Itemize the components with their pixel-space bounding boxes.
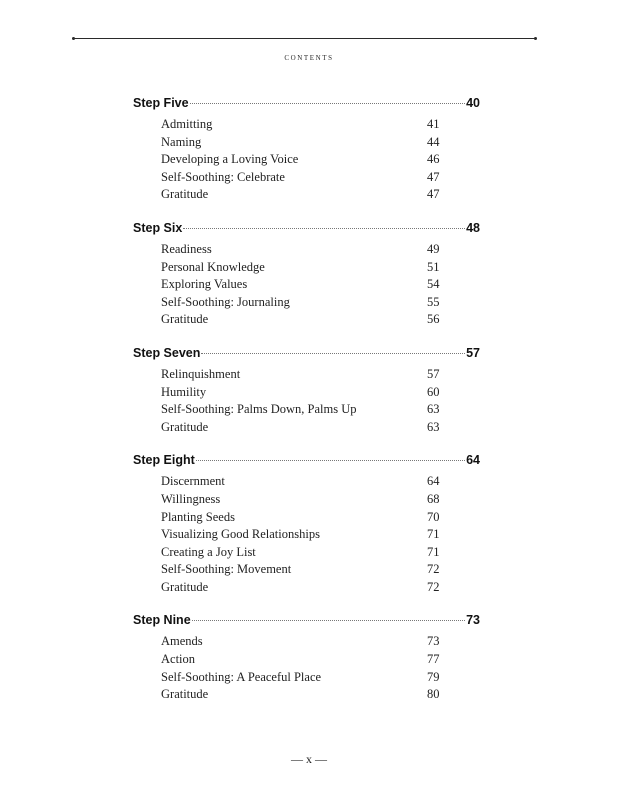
toc-entry[interactable] xyxy=(133,242,480,260)
table-of-contents xyxy=(133,96,480,721)
toc-entry[interactable] xyxy=(133,687,480,705)
entry-page-number: 71 xyxy=(427,527,440,542)
toc-entry[interactable] xyxy=(133,152,480,170)
toc-entry[interactable] xyxy=(133,580,480,598)
entry-page-number: 79 xyxy=(427,669,440,684)
entry-title: Creating a Joy List xyxy=(161,544,256,559)
entry-page-number: 44 xyxy=(427,134,440,149)
step-heading[interactable] xyxy=(133,96,480,116)
entry-page-number: 63 xyxy=(427,402,440,417)
entry-page-number: 47 xyxy=(427,187,440,202)
entry-title: Self-Soothing: Palms Down, Palms Up xyxy=(161,402,357,417)
entry-title: Personal Knowledge xyxy=(161,259,265,274)
entry-title: Humility xyxy=(161,384,207,399)
dot-leader xyxy=(201,353,465,354)
step-page-number: 64 xyxy=(466,453,480,468)
toc-section-step-nine xyxy=(133,613,480,704)
entry-title: Self-Soothing: Movement xyxy=(161,562,292,577)
toc-entry[interactable] xyxy=(133,510,480,528)
entry-title: Exploring Values xyxy=(161,277,248,292)
toc-entry[interactable] xyxy=(133,652,480,670)
entry-title: Self-Soothing: A Peaceful Place xyxy=(161,669,322,684)
toc-entry[interactable] xyxy=(133,527,480,545)
dot-leader xyxy=(192,620,465,621)
entry-title: Gratitude xyxy=(161,419,209,434)
entry-page-number: 73 xyxy=(427,634,440,649)
step-heading[interactable] xyxy=(133,221,480,241)
entry-title: Gratitude xyxy=(161,187,209,202)
entry-page-number: 80 xyxy=(427,687,440,702)
entry-title: Action xyxy=(161,652,196,667)
entry-page-number: 46 xyxy=(427,152,440,167)
entry-page-number: 72 xyxy=(427,562,440,577)
entry-page-number: 64 xyxy=(427,474,440,489)
toc-entry[interactable] xyxy=(133,492,480,510)
toc-entry[interactable] xyxy=(133,634,480,652)
entry-title: Naming xyxy=(161,134,202,149)
entry-page-number: 49 xyxy=(427,241,440,256)
page-number-footer: — x — xyxy=(291,752,327,766)
dot-leader xyxy=(190,103,466,104)
entry-title: Admitting xyxy=(161,117,213,131)
toc-entry[interactable] xyxy=(133,367,480,385)
entry-title: Visualizing Good Relationships xyxy=(161,527,320,542)
entry-page-number: 63 xyxy=(427,419,440,434)
toc-entry[interactable] xyxy=(133,670,480,688)
entry-title: Relinquishment xyxy=(161,366,241,381)
entry-title: Gratitude xyxy=(161,687,209,702)
page-heading: contents xyxy=(284,52,334,63)
step-page-number: 48 xyxy=(466,220,480,235)
toc-entry[interactable] xyxy=(133,312,480,330)
entry-page-number: 71 xyxy=(427,544,440,559)
entry-title: Discernment xyxy=(161,474,225,489)
toc-entry[interactable] xyxy=(133,385,480,403)
entry-title: Planting Seeds xyxy=(161,509,235,524)
entry-title: Readiness xyxy=(161,241,212,256)
entry-page-number: 47 xyxy=(427,169,440,184)
toc-entry[interactable] xyxy=(133,260,480,278)
step-title: Step Eight xyxy=(133,453,195,468)
entry-page-number: 51 xyxy=(427,259,440,274)
step-page-number: 73 xyxy=(466,613,480,628)
entry-page-number: 77 xyxy=(427,652,440,667)
toc-section-step-seven xyxy=(133,346,480,437)
step-title: Step Six xyxy=(133,220,183,235)
dot-leader xyxy=(196,460,465,461)
toc-section-step-six xyxy=(133,221,480,330)
entry-page-number: 54 xyxy=(427,277,440,292)
toc-entry[interactable] xyxy=(133,187,480,205)
step-title: Step Five xyxy=(133,96,189,110)
entry-title: Amends xyxy=(161,634,203,649)
top-rule xyxy=(73,38,536,39)
toc-entry[interactable] xyxy=(133,420,480,438)
entry-page-number: 56 xyxy=(427,312,440,327)
step-heading[interactable] xyxy=(133,613,480,633)
entry-title: Willingness xyxy=(161,491,221,506)
entry-title: Gratitude xyxy=(161,579,209,594)
entry-title: Self-Soothing: Journaling xyxy=(161,294,290,309)
entry-title: Self-Soothing: Celebrate xyxy=(161,169,285,184)
entry-page-number: 60 xyxy=(427,384,440,399)
step-title: Step Nine xyxy=(133,613,191,628)
toc-entry[interactable] xyxy=(133,135,480,153)
step-page-number: 57 xyxy=(466,345,480,360)
toc-entry[interactable] xyxy=(133,402,480,420)
entry-title: Developing a Loving Voice xyxy=(161,152,299,167)
toc-entry[interactable] xyxy=(133,545,480,563)
toc-entry[interactable] xyxy=(133,295,480,313)
toc-entry[interactable] xyxy=(133,474,480,492)
entry-page-number: 72 xyxy=(427,579,440,594)
toc-entry[interactable] xyxy=(133,117,480,135)
entry-page-number: 70 xyxy=(427,509,440,524)
step-heading[interactable] xyxy=(133,346,480,366)
entry-page-number: 55 xyxy=(427,294,440,309)
toc-entry[interactable] xyxy=(133,277,480,295)
toc-section-step-five xyxy=(133,96,480,205)
toc-entry[interactable] xyxy=(133,170,480,188)
step-page-number: 40 xyxy=(466,96,480,110)
dot-leader xyxy=(183,228,465,229)
step-title: Step Seven xyxy=(133,345,201,360)
step-heading[interactable] xyxy=(133,453,480,473)
entry-page-number: 68 xyxy=(427,491,440,506)
entry-page-number: 57 xyxy=(427,366,440,381)
toc-section-step-eight xyxy=(133,453,480,597)
entry-page-number: 41 xyxy=(427,117,440,131)
entry-title: Gratitude xyxy=(161,312,209,327)
toc-entry[interactable] xyxy=(133,562,480,580)
